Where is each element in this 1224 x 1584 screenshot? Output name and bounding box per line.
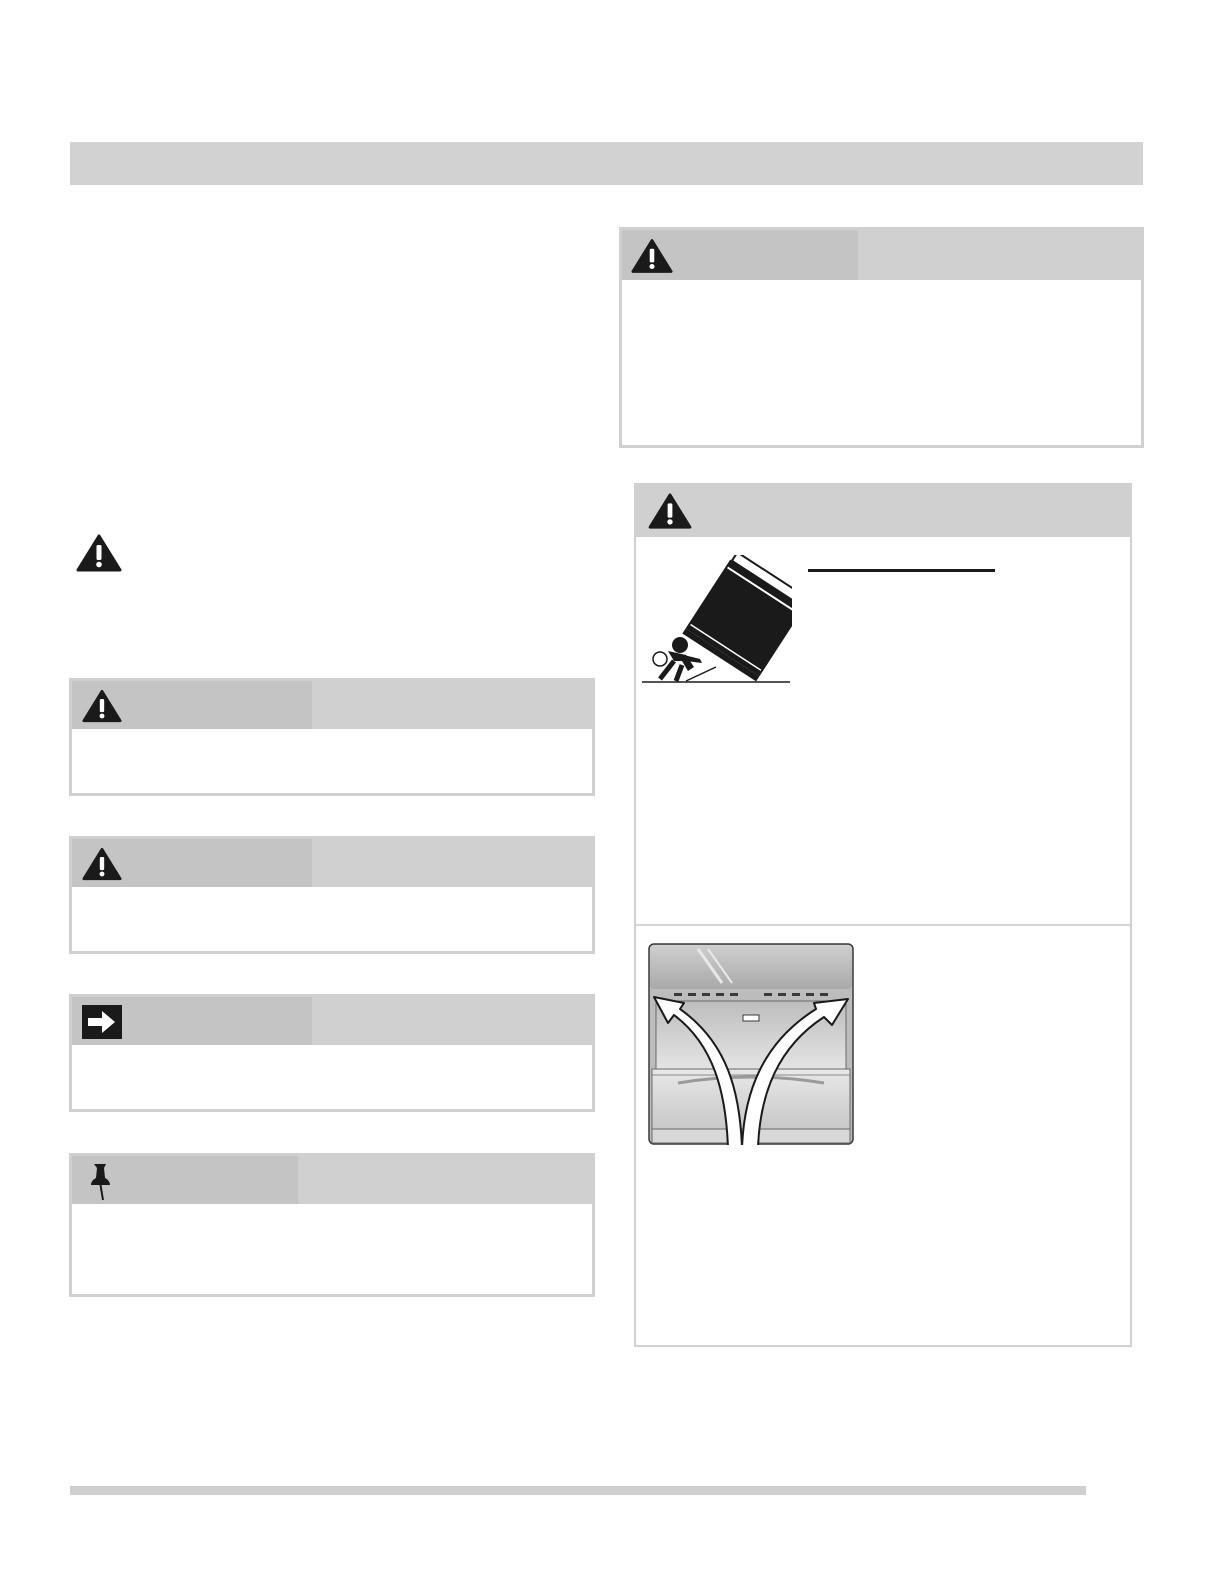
warning-box-1 [69,678,595,796]
heading-underline [808,569,995,572]
warning-icon [82,688,122,724]
range-tip-over-illustration [642,555,792,687]
important-box [69,994,595,1112]
section-divider [636,924,1130,926]
tip-over-warning-box [634,483,1132,1347]
warning-box-top-right [619,227,1144,448]
oven-interior-illustration [648,943,854,1145]
page-title-bar [70,142,1143,185]
note-box [69,1153,595,1297]
warning-icon [631,237,673,275]
warning-icon [76,533,122,573]
warning-box-2 [69,836,595,954]
footer-rule [70,1486,1086,1495]
pushpin-icon [88,1162,114,1202]
warning-icon [82,846,122,882]
warning-icon [648,492,692,530]
arrow-right-icon [82,1005,122,1039]
